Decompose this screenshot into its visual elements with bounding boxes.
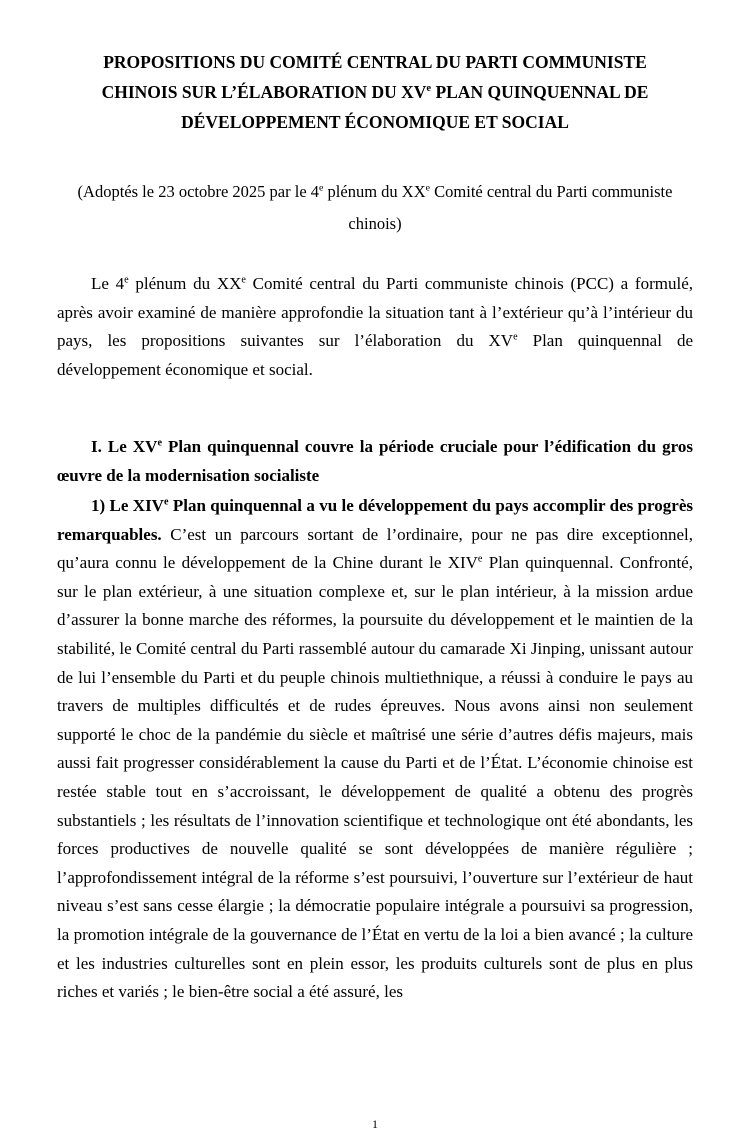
paragraph-1: 1) Le XIVe Plan quinquennal a vu le développement du pays accomplir des progrès remarquables. C’est un parcours sortant de l’ordinaire, pour ne pas dire exceptionnel, qu’aura connu le développement de la Chine durant le XIVe Plan quinquennal. Confronté, sur le plan extérieur, à une situation complexe et, sur le plan intérieur, à la mission ardue d’assurer la bonne marche des réformes, la poursuite du développement et le maintien de la stabilité, le Comité central du Parti rassemblé autour du camarade Xi Jinping, unissant autour de lui l’ensemble du Parti et du peuple chinois multiethnique, a réussi à conduire le pays au travers de multiples difficultés et de rudes épreuves. Nous avons ainsi non seulement supporté le choc de la pandémie du siècle et maîtrisé une série d’autres défis majeurs, mais aussi fait progresser considérablement la cause du Parti et de l’État. L’économie chinoise est restée stable tout en s’accroissant, le développement de qualité a obtenu des progrès substantiels ; les résultats de l’innovation scientifique et technologique ont été abondants, les forces productives de nouvelle qualité se sont développées de manière régulière ; l’approfondissement intégral de la réforme s’est poursuivi, l’ouverture sur l’extérieur de haut niveau s’est sans cesse élargie ; la démocratie populaire intégrale a poursuivi sa progression, la promotion intégrale de la gouvernance de l’État en vertu de la loi a bien avancé ; la culture et les industries culturelles sont en plein essor, les produits culturels sont de plus en plus riches et variés ; le bien-être social a été assuré, les (57, 496, 694, 1002)
intro-paragraph: Le 4e plénum du XXe Comité central du Parti communiste chinois (PCC) a formulé, après avoir examiné de manière approfondie la situation tant à l’extérieur qu’à l’intérieur du pays, les propositions suivantes sur l’élaboration du XVe Plan quinquennal de développement économique et social. (57, 274, 694, 379)
title-line-1: PROPOSITIONS DU COMITÉ CENTRAL DU PARTI COMMUNISTE (103, 52, 647, 72)
title-line-3: DÉVELOPPEMENT ÉCONOMIQUE ET SOCIAL (181, 112, 569, 132)
document-title (60, 47, 690, 137)
section-heading-1: I. Le XVe Plan quinquennal couvre la période cruciale pour l’édification du gros œuvre de la modernisation socialiste (57, 437, 693, 485)
title-line-2: CHINOIS SUR L’ÉLABORATION DU XVe PLAN QUINQUENNAL DE (101, 82, 649, 102)
page-number: 1 (372, 1117, 378, 1131)
paragraph-1-lead: 1) Le XIVe Plan quinquennal a vu le développement du pays accomplir des progrès remarquables. (57, 496, 694, 544)
adoption-note: (Adoptés le 23 octobre 2025 par le 4e plénum du XXe Comité central du Parti communiste chinois) (77, 182, 673, 233)
